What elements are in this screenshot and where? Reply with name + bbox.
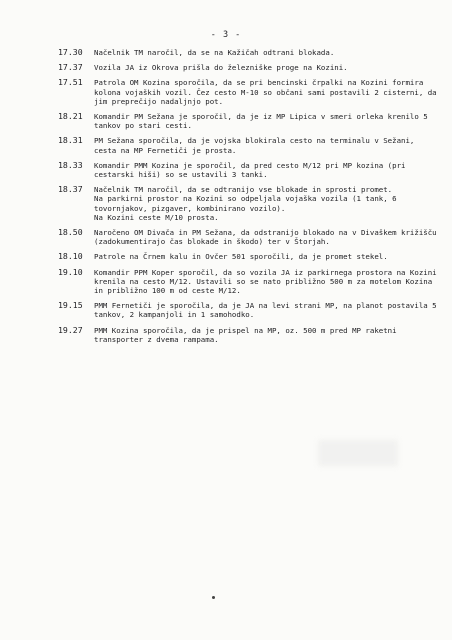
log-entry xyxy=(58,227,442,247)
log-entry xyxy=(58,136,438,154)
entry-text: Komandir PM Sežana je sporočil, da je iz MP Lipica v smeri orleka krenilo 5 tankov po stari cesti. xyxy=(94,112,433,131)
entry-text: Naročeno OM Divača in PM Sežana, da odstranijo blokado na v Divaškem križišču (zadokumentirajo čas blokade in škodo) ter v Štorjah. xyxy=(94,228,442,247)
entry-time: 17.30 xyxy=(58,47,83,57)
log-entry xyxy=(58,63,438,72)
log-entry xyxy=(58,48,438,57)
entry-text: Načelnik TM naročil, da se na Kažičah odtrani blokada. xyxy=(94,48,335,57)
entry-time: 19.15 xyxy=(58,300,83,311)
entry-time: 18.31 xyxy=(58,135,83,146)
entry-time: 19.10 xyxy=(58,266,83,277)
entry-text: PM Sežana sporočila, da je vojska blokirala cesto na terminalu v Sežani, cesta na MP Fernetiči je prosta. xyxy=(94,136,419,155)
log-entry xyxy=(58,77,442,106)
log-entry xyxy=(58,252,438,261)
entry-text: Patrole na Črnem kalu in Ovčer 501 sporočili, da je promet stekel. xyxy=(94,252,388,262)
entry-time: 18.33 xyxy=(58,159,83,170)
entry-time: 18.37 xyxy=(58,184,83,195)
log-entry xyxy=(58,161,438,179)
page-number: - 3 - xyxy=(210,30,242,40)
entry-text: Komandir PMM Kozina je sporočil, da pred cesto M/12 pri MP kozina (pri cestarski hiši) so se ustavili 3 tanki. xyxy=(94,160,410,180)
faded-stamp-mark xyxy=(318,440,398,466)
entry-text: Vozila JA iz Okrova prišla do železniške proge na Kozini. xyxy=(94,63,348,73)
log-entry xyxy=(58,185,438,222)
entry-time: 17.51 xyxy=(58,77,83,88)
ink-dot xyxy=(212,596,215,599)
entry-time: 18.50 xyxy=(58,227,83,238)
entry-text: PMM Kozina sporočila, da je prispel na MP, oz. 500 m pred MP raketni transporter z dvema rampama. xyxy=(94,325,402,344)
entry-time: 17.37 xyxy=(58,62,83,73)
log-entry xyxy=(58,266,442,296)
entry-time: 19.27 xyxy=(58,324,83,335)
log-entry xyxy=(58,300,442,320)
entry-text: Komandir PPM Koper sporočil, da so vozila JA iz parkirnega prostora na Kozini krenila na cesto M/12. Ustavili so se nato približno 500 m za motelom Kozina in približno 100 m od ceste M/12. xyxy=(94,267,442,296)
entry-text: PMM Fernetiči je sporočila, da je JA na levi strani MP, na planot postavila 5 tankov, 2 kampanjoli in 1 samohodko. xyxy=(94,301,442,320)
log-entries xyxy=(58,47,442,350)
log-entry xyxy=(58,326,438,344)
log-entry xyxy=(58,112,438,130)
entry-time: 18.21 xyxy=(58,111,83,122)
entry-text: Načelnik TM naročil, da se odtranijo vse blokade in sprosti promet. Na parkirni prostor na Kozini so odpeljala vojaška vozila (1 tank, 6 tovornjakov, pizgaver, kombinirano vozilo). Na Kozini ceste M/10 prosta. xyxy=(94,185,397,222)
entry-text: Patrola OM Kozina sporočila, da se pri bencinski črpalki na Kozini formira kolona vojaških vozil. Čez cesto M-10 so občani sami postavili 2 cisterni, da jim preprečijo nadaljnjo pot. xyxy=(94,78,442,106)
entry-time: 18.10 xyxy=(58,251,83,262)
